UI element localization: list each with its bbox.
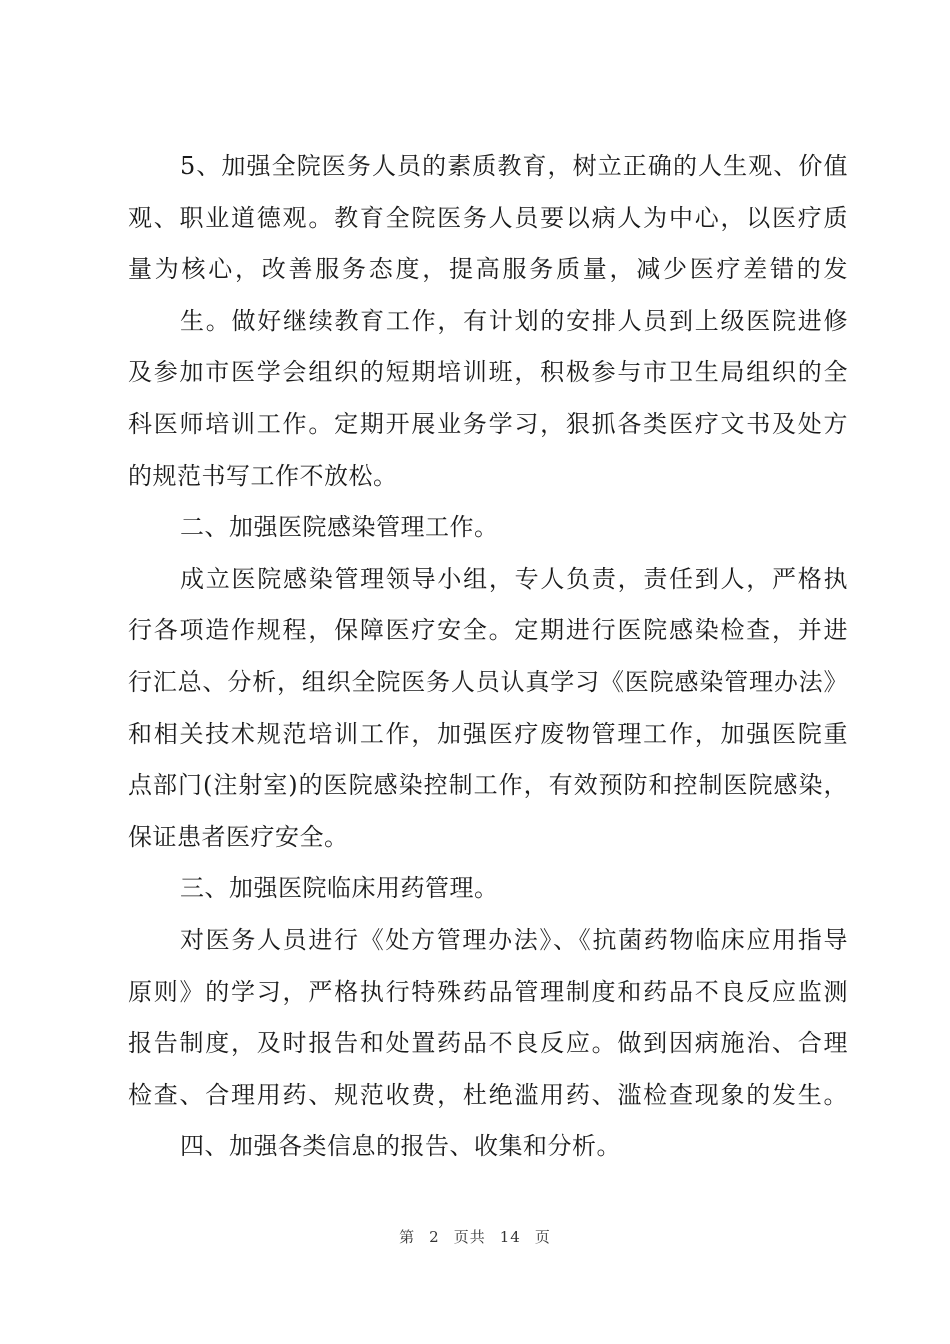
- page-footer: [0, 1226, 950, 1247]
- text-line: 5、加强全院医务人员的素质教育，树立正确的人生观、价值: [180, 152, 848, 180]
- text-line: 点部门(注射室)的医院感染控制工作，有效预防和控制医院感染，: [128, 771, 848, 800]
- text-line: 行各项造作规程，保障医疗安全。定期进行医院感染检查，并进: [128, 616, 848, 645]
- text-line: 生。做好继续教育工作，有计划的安排人员到上级医院进修: [180, 306, 848, 335]
- footer-middle: 页共: [453, 1228, 486, 1246]
- document-body: [128, 141, 848, 1173]
- text-line: 的规范书写工作不放松。: [128, 461, 398, 490]
- text-line: 量为核心，改善服务态度，提高服务质量，减少医疗差错的发: [128, 255, 848, 284]
- text-line: 检查、合理用药、规范收费，杜绝滥用药、滥检查现象的发生。: [128, 1080, 848, 1109]
- text-line: 和相关技术规范培训工作，加强医疗废物管理工作，加强医院重: [128, 719, 848, 748]
- text-line: 成立医院感染管理领导小组，专人负责，责任到人，严格执: [180, 564, 848, 593]
- text-line: 保证患者医疗安全。: [128, 822, 349, 851]
- text-line: 行汇总、分析，组织全院医务人员认真学习《医院感染管理办法》: [128, 667, 848, 696]
- footer-suffix: 页: [534, 1228, 551, 1246]
- text-line: 原则》的学习，严格执行特殊药品管理制度和药品不良反应监测: [128, 977, 848, 1006]
- footer-prefix: 第: [399, 1228, 416, 1246]
- text-line: 报告制度，及时报告和处置药品不良反应。做到因病施治、合理: [128, 1029, 848, 1058]
- text-line: 对医务人员进行《处方管理办法》、《抗菌药物临床应用指导: [180, 925, 848, 954]
- text-line: 及参加市医学会组织的短期培训班，积极参与市卫生局组织的全: [128, 358, 848, 387]
- text-line: 观、职业道德观。教育全院医务人员要以病人为中心，以医疗质: [128, 203, 848, 232]
- text-line: 四、加强各类信息的报告、收集和分析。: [180, 1132, 621, 1161]
- text-line: 科医师培训工作。定期开展业务学习，狠抓各类医疗文书及处方: [128, 409, 848, 438]
- text-line: 三、加强医院临床用药管理。: [180, 874, 499, 903]
- footer-page-number: 2: [429, 1228, 440, 1246]
- footer-total-pages: 14: [499, 1228, 521, 1246]
- text-line: 二、加强医院感染管理工作。: [180, 513, 499, 542]
